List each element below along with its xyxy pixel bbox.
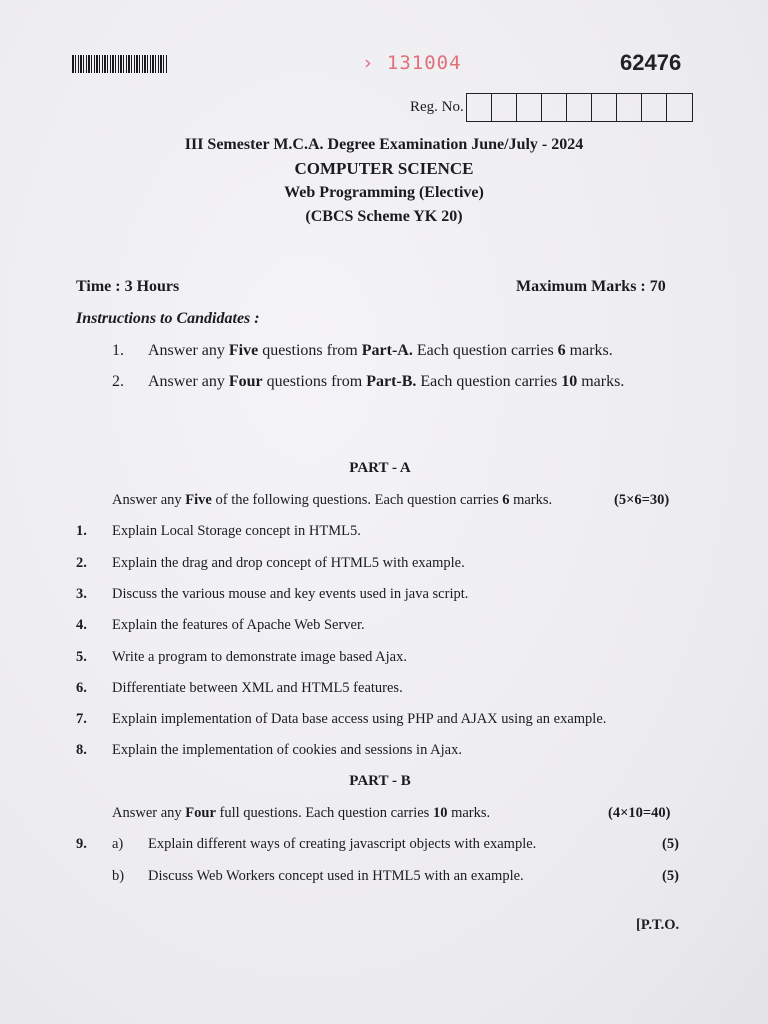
time-allowed: Time : 3 Hours: [76, 278, 180, 295]
question-text: Explain the features of Apache Web Server.: [112, 617, 365, 633]
reg-no-box: [517, 94, 542, 121]
reg-no-box: [542, 94, 567, 121]
instruction-keyword: Part-A.: [361, 342, 413, 359]
instruction-text: marks.: [565, 342, 613, 359]
exam-title: III Semester M.C.A. Degree Examination June/July - 2024: [184, 136, 584, 153]
reg-no-box: [642, 94, 667, 121]
part-a-heading: PART - A: [349, 460, 411, 476]
reg-no-box: [617, 94, 642, 121]
part-b-instr-text: full questions. Each question carries: [215, 805, 433, 821]
exam-title-block: [0, 133, 768, 229]
subquestion-label: b): [112, 868, 125, 884]
subquestion-marks: (5): [662, 836, 679, 852]
question-number: 7.: [76, 711, 87, 727]
reg-no-box: [467, 94, 492, 121]
question-text: Explain the implementation of cookies and sessions in Ajax.: [112, 742, 462, 758]
pto-label: [P.T.O.: [636, 917, 680, 933]
question-text: Differentiate between XML and HTML5 features.: [112, 680, 403, 696]
reg-no-box: [492, 94, 517, 121]
question-text: Explain implementation of Data base access using PHP and AJAX using an example.: [112, 711, 607, 727]
part-a-instr-text: marks.: [509, 492, 553, 508]
scheme-title: (CBCS Scheme YK 20): [305, 208, 463, 225]
instruction-text: Answer any: [148, 342, 229, 359]
reg-no-boxes: [466, 93, 693, 122]
instruction-text: Each question carries: [416, 373, 562, 390]
reg-no-box: [592, 94, 617, 121]
question-number: 5.: [76, 649, 87, 665]
part-b-instr-keyword: Four: [185, 805, 216, 821]
part-b-instr-keyword: 10: [432, 805, 448, 821]
question-number: 6.: [76, 680, 87, 696]
part-a-instr-text: Answer any: [112, 492, 186, 508]
instruction-keyword: Part-B.: [366, 373, 417, 390]
part-a-instr-text: of the following questions. Each question carries: [211, 492, 503, 508]
part-b-marks: (4×10=40): [608, 805, 671, 821]
reg-no-label: Reg. No.: [410, 99, 464, 115]
instruction-number: 1.: [112, 342, 124, 359]
reg-no-box: [567, 94, 592, 121]
question-number: 9.: [76, 836, 87, 852]
course-title: Web Programming (Elective): [284, 184, 484, 201]
question-number: 8.: [76, 742, 87, 758]
part-b-instr-text: Answer any: [112, 805, 186, 821]
instruction-text: questions from: [258, 342, 362, 359]
barcode: [72, 55, 168, 73]
stamp-number: › 131004: [362, 52, 462, 74]
instruction-item: [112, 342, 613, 360]
question-number: 4.: [76, 617, 87, 633]
paper-code: 62476: [620, 50, 682, 75]
instruction-item: [112, 373, 624, 391]
part-a-instructions: [112, 492, 552, 509]
instruction-keyword: Five: [228, 342, 259, 359]
instruction-number: 2.: [112, 373, 124, 390]
instructions-heading: Instructions to Candidates :: [76, 310, 260, 327]
question-text: Write a program to demonstrate image based Ajax.: [112, 649, 407, 665]
subquestion-label: a): [112, 836, 124, 852]
part-a-instr-keyword: Five: [185, 492, 212, 508]
subquestion-text: Discuss Web Workers concept used in HTML5 with an example.: [148, 868, 524, 884]
stamp-number-value: 131004: [386, 52, 462, 74]
reg-no-box: [667, 94, 692, 121]
instruction-text: questions from: [262, 373, 367, 390]
instruction-keyword: Four: [228, 373, 263, 390]
question-number: 1.: [76, 523, 87, 539]
subquestion-marks: (5): [662, 868, 679, 884]
instruction-text: marks.: [577, 373, 625, 390]
subject-title: COMPUTER SCIENCE: [294, 159, 474, 178]
question-text: Explain Local Storage concept in HTML5.: [112, 523, 361, 539]
instruction-keyword: 10: [561, 373, 578, 390]
part-b-instr-text: marks.: [447, 805, 491, 821]
maximum-marks: Maximum Marks : 70: [516, 278, 666, 295]
question-number: 2.: [76, 555, 87, 571]
part-b-heading: PART - B: [349, 773, 411, 789]
question-text: Explain the drag and drop concept of HTML5 with example.: [112, 555, 465, 571]
part-a-marks: (5×6=30): [614, 492, 670, 508]
question-text: Discuss the various mouse and key events used in java script.: [112, 586, 469, 602]
instruction-keyword: 6: [557, 342, 566, 359]
instruction-text: Answer any: [148, 373, 229, 390]
part-b-instructions: [112, 805, 490, 822]
subquestion-text: Explain different ways of creating javascript objects with example.: [148, 836, 537, 852]
part-a-instr-keyword: 6: [502, 492, 510, 508]
question-number: 3.: [76, 586, 87, 602]
instruction-text: Each question carries: [412, 342, 558, 359]
